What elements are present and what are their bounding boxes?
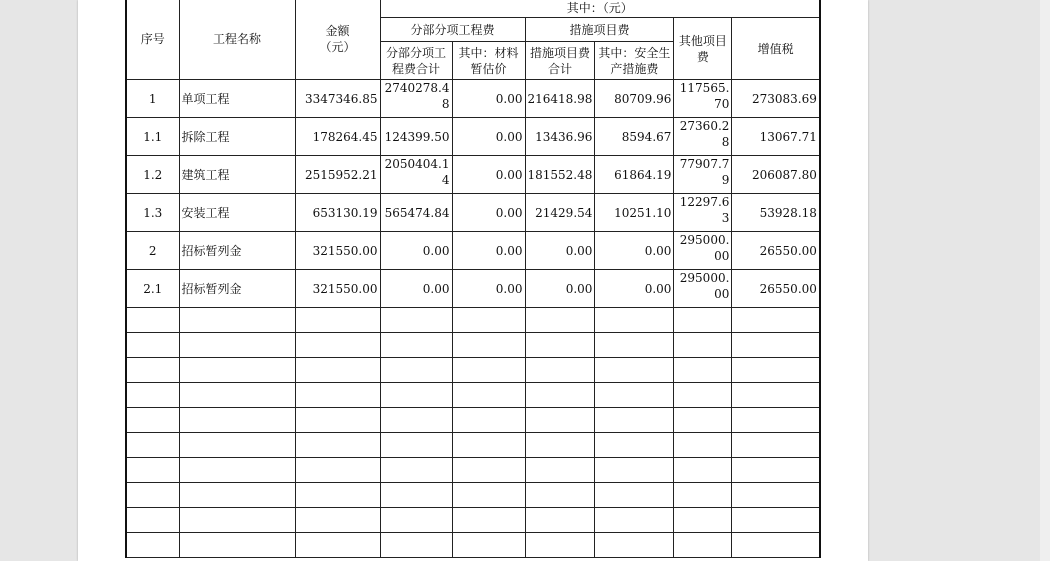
cell-amount: 653130.19 (295, 194, 380, 232)
cell-csxm-total: 21429.54 (525, 194, 595, 232)
cell-name: 建筑工程 (179, 156, 295, 194)
table-row (126, 156, 820, 194)
cell-safety: 0.00 (595, 270, 674, 308)
cell-other: 295000.00 (674, 232, 732, 270)
cell-amount: 3347346.85 (295, 80, 380, 118)
cell-material: 0.00 (452, 194, 525, 232)
cell-csxm-total: 0.00 (525, 232, 595, 270)
cell-material: 0.00 (452, 232, 525, 270)
cell-seq: 1.3 (126, 194, 179, 232)
header-name: 工程名称 (179, 0, 295, 80)
cell-csxm-total: 0.00 (525, 270, 595, 308)
cell-material: 0.00 (452, 156, 525, 194)
empty-row (126, 483, 820, 508)
cell-csxm-total: 181552.48 (525, 156, 595, 194)
cost-summary-table (125, 0, 821, 558)
cell-vat: 26550.00 (732, 270, 820, 308)
empty-row (126, 433, 820, 458)
table-row (126, 118, 820, 156)
cell-name: 招标暂列金 (179, 232, 295, 270)
header-among: 其中：（元） (380, 0, 820, 18)
cell-safety: 10251.10 (595, 194, 674, 232)
table-row (126, 270, 820, 308)
cell-seq: 1 (126, 80, 179, 118)
table-row (126, 232, 820, 270)
empty-row (126, 458, 820, 483)
cell-fbfx-total: 0.00 (380, 270, 452, 308)
cell-seq: 2 (126, 232, 179, 270)
cell-name: 招标暂列金 (179, 270, 295, 308)
cell-other: 117565.70 (674, 80, 732, 118)
empty-row (126, 508, 820, 533)
document-page (78, 0, 868, 561)
header-vat: 增值税 (732, 18, 820, 80)
cell-amount: 321550.00 (295, 270, 380, 308)
header-csxm-safety: 其中：安全生产措施费 (595, 42, 674, 80)
header-csxm: 措施项目费 (525, 18, 674, 42)
cell-amount: 321550.00 (295, 232, 380, 270)
cell-fbfx-total: 124399.50 (380, 118, 452, 156)
empty-row (126, 533, 820, 558)
cell-seq: 1.2 (126, 156, 179, 194)
header-fbfx: 分部分项工程费 (380, 18, 525, 42)
cell-safety: 0.00 (595, 232, 674, 270)
header-fbfx-material: 其中：材料暂估价 (452, 42, 525, 80)
cell-name: 拆除工程 (179, 118, 295, 156)
cell-other: 77907.79 (674, 156, 732, 194)
cell-csxm-total: 13436.96 (525, 118, 595, 156)
cell-material: 0.00 (452, 118, 525, 156)
cell-material: 0.00 (452, 80, 525, 118)
cell-name: 单项工程 (179, 80, 295, 118)
cell-other: 295000.00 (674, 270, 732, 308)
header-amount-line1: 金额 (325, 23, 350, 38)
cell-other: 12297.63 (674, 194, 732, 232)
cell-fbfx-total: 2740278.48 (380, 80, 452, 118)
cell-amount: 2515952.21 (295, 156, 380, 194)
cell-vat: 26550.00 (732, 232, 820, 270)
empty-row (126, 358, 820, 383)
scrollbar-track[interactable] (1040, 0, 1050, 561)
cell-safety: 80709.96 (595, 80, 674, 118)
header-amount (295, 0, 380, 80)
header-other: 其他项目费 (674, 18, 732, 80)
cell-vat: 13067.71 (732, 118, 820, 156)
table-row (126, 80, 820, 118)
cell-safety: 61864.19 (595, 156, 674, 194)
cell-fbfx-total: 2050404.14 (380, 156, 452, 194)
empty-row (126, 308, 820, 333)
empty-row (126, 383, 820, 408)
header-amount-line2: （元） (319, 39, 356, 54)
header-csxm-total: 措施项目费合计 (525, 42, 595, 80)
cell-material: 0.00 (452, 270, 525, 308)
empty-row (126, 408, 820, 433)
cell-fbfx-total: 565474.84 (380, 194, 452, 232)
cell-vat: 206087.80 (732, 156, 820, 194)
cell-safety: 8594.67 (595, 118, 674, 156)
cell-seq: 1.1 (126, 118, 179, 156)
cell-other: 27360.28 (674, 118, 732, 156)
header-seq: 序号 (126, 0, 179, 80)
cell-amount: 178264.45 (295, 118, 380, 156)
cell-name: 安装工程 (179, 194, 295, 232)
cell-vat: 273083.69 (732, 80, 820, 118)
cell-seq: 2.1 (126, 270, 179, 308)
cell-fbfx-total: 0.00 (380, 232, 452, 270)
cell-csxm-total: 216418.98 (525, 80, 595, 118)
header-fbfx-total: 分部分项工程费合计 (380, 42, 452, 80)
cell-vat: 53928.18 (732, 194, 820, 232)
table-row (126, 194, 820, 232)
empty-row (126, 333, 820, 358)
